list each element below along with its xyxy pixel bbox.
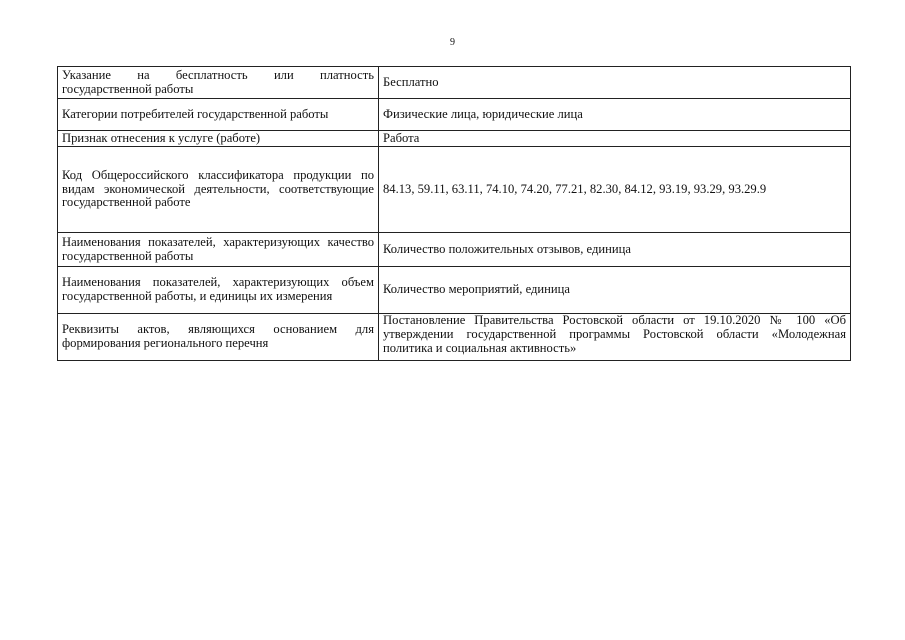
table-row (58, 67, 851, 99)
row-label: Наименования показателей, характеризующих объем государственной работы, и единицы их измерения (58, 267, 379, 314)
row-value: Постановление Правительства Ростовской области от 19.10.2020 № 100 «Об утверждении государственной программы Ростовской области «Молодежная политика и социальная активность» (379, 314, 851, 361)
row-value: Физические лица, юридические лица (379, 99, 851, 131)
row-label: Наименования показателей, характеризующих качество государственной работы (58, 233, 379, 267)
table-row (58, 131, 851, 147)
table-row (58, 267, 851, 314)
row-label: Реквизиты актов, являющихся основанием для формирования регионального перечня (58, 314, 379, 361)
row-value: Количество мероприятий, единица (379, 267, 851, 314)
table-row (58, 314, 851, 361)
row-value: 84.13, 59.11, 63.11, 74.10, 74.20, 77.21, 82.30, 84.12, 93.19, 93.29, 93.29.9 (379, 147, 851, 233)
table-row (58, 233, 851, 267)
row-label: Признак отнесения к услуге (работе) (58, 131, 379, 147)
row-value: Бесплатно (379, 67, 851, 99)
table-row (58, 147, 851, 233)
page-number: 9 (450, 37, 455, 48)
row-label: Код Общероссийского классификатора продукции по видам экономической деятельности, соответствующие государственной работе (58, 147, 379, 233)
row-value: Количество положительных отзывов, единица (379, 233, 851, 267)
table-row (58, 99, 851, 131)
row-label: Указание на бесплатность или платность государственной работы (58, 67, 379, 99)
row-label: Категории потребителей государственной работы (58, 99, 379, 131)
work-info-table (57, 66, 851, 361)
row-value: Работа (379, 131, 851, 147)
